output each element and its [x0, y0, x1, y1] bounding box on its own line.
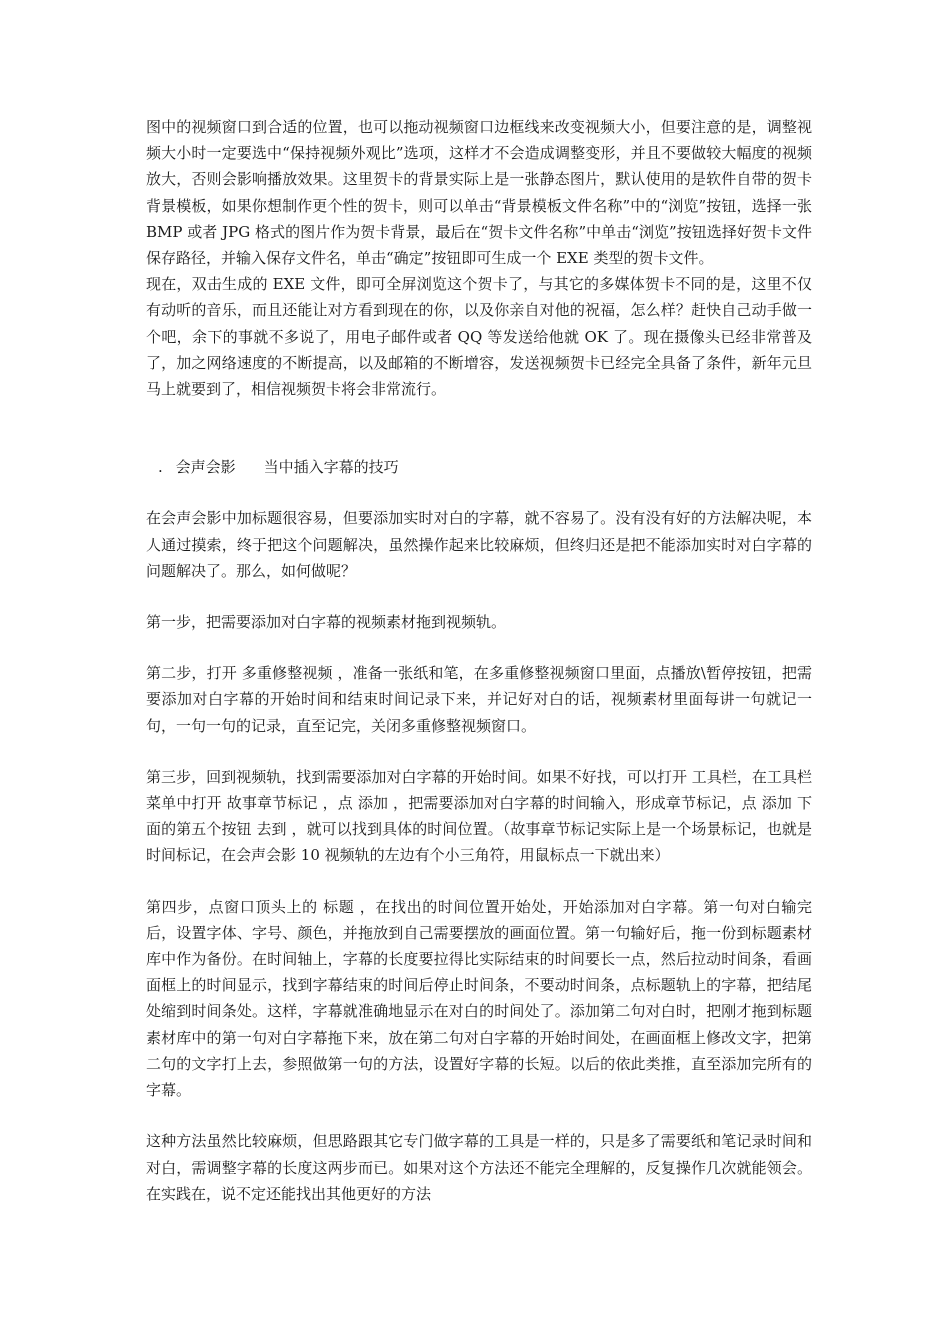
- step-4-paragraph: 第四步，点窗口顶头上的 标题 ，在找出的时间位置开始处，开始添加对白字幕。第一句对白输完后，设置字体、字号、颜色，并拖放到自己需要摆放的画面位置。第一句输好后，拖一份到标题素材库中作为备份。在时间轴上，字幕的长度要拉得比实际结束的时间要长一点，然后拉动时间条，看画面框上的时间显示，找到字幕结束的时间后停止时间条，不要动时间条，点标题轨上的字幕，把结尾处缩到时间条处。这样，字幕就准确地显示在对白的时间处了。添加第二句对白时，把刚才拖到标题素材库中的第一句对白字幕拖下来，放在第二句对白字幕的开始时间处，在画面框上修改文字，把第二句的文字打上去，参照做第一句的方法，设置好字幕的长短。以后的依此类推，直至添加完所有的字幕。: [146, 897, 812, 1100]
- section-title-a: 会声会影: [175, 458, 236, 477]
- document-page: [146, 114, 812, 1207]
- section-title-b: 当中插入字幕的技巧: [263, 458, 399, 477]
- body-paragraph-1: 在会声会影中加标题很容易，但要添加实时对白的字幕，就不容易了。没有没有好的方法解决呢，本人通过摸索，终于把这个问题解决，虽然操作起来比较麻烦，但终归还是把不能添加实时对白字幕的问题解决了。那么，如何做呢？: [146, 509, 812, 580]
- intro-paragraph-1: 图中的视频窗口到合适的位置，也可以拖动视频窗口边框线来改变视频大小，但要注意的是，调整视频大小时一定要选中“保持视频外观比”选项，这样才不会造成调整变形，并且不要做较大幅度的视频放大，否则会影响播放效果。这里贺卡的背景实际上是一张静态图片，默认使用的是软件自带的贺卡背景模板，如果你想制作更个性的贺卡，则可以单击“背景模板文件名称”中的“浏览”按钮，选择一张 BMP 或者 JPG 格式的图片作为贺卡背景，最后在“贺卡文件名称”中单击“浏览”按钮选择好贺卡文件保存路径，并输入保存文件名，单击“确定”按钮即可生成一个 EXE 类型的贺卡文件。: [146, 118, 812, 268]
- section-number: .: [158, 458, 163, 477]
- step-2-paragraph: 第二步，打开 多重修整视频 ，准备一张纸和笔，在多重修整视频窗口里面，点播放\暂停按钮，把需要添加对白字幕的开始时间和结束时间记录下来，并记好对白的话，视频素材里面每讲一句就记一句，一句一句的记录，直至记完，关闭多重修整视频窗口。: [146, 664, 812, 735]
- section-heading: [146, 454, 812, 480]
- closing-paragraph: 这种方法虽然比较麻烦，但思路跟其它专门做字幕的工具是一样的，只是多了需要纸和笔记录时间和对白，需调整字幕的长度这两步而已。如果对这个方法还不能完全理解的，反复操作几次就能领会。在实践在，说不定还能找出其他更好的方法: [146, 1132, 812, 1203]
- step-3-paragraph: 第三步，回到视频轨，找到需要添加对白字幕的开始时间。如果不好找，可以打开 工具栏，在工具栏菜单中打开 故事章节标记 ，点 添加 ，把需要添加对白字幕的时间输入，形成章节标记，点 添加 下面的第五个按钮 去到 ，就可以找到具体的时间位置。（故事章节标记实际上是一个场景标记，也就是时间标记，在会声会影 10 视频轨的左边有个小三角符，用鼠标点一下就出来）: [146, 767, 812, 865]
- intro-paragraph-2: 现在，双击生成的 EXE 文件，即可全屏浏览这个贺卡了，与其它的多媒体贺卡不同的是，这里不仅有动听的音乐，而且还能让对方看到现在的你，以及你亲自对他的祝福，怎么样？赶快自己动手做一个吧，余下的事就不多说了，用电子邮件或者 QQ 等发送给他就 OK 了。现在摄像头已经非常普及了，加之网络速度的不断提高，以及邮箱的不断增容，发送视频贺卡已经完全具备了条件，新年元旦马上就要到了，相信视频贺卡将会非常流行。: [146, 275, 812, 399]
- step-1-paragraph: 第一步，把需要添加对白字幕的视频素材拖到视频轨。: [146, 613, 507, 632]
